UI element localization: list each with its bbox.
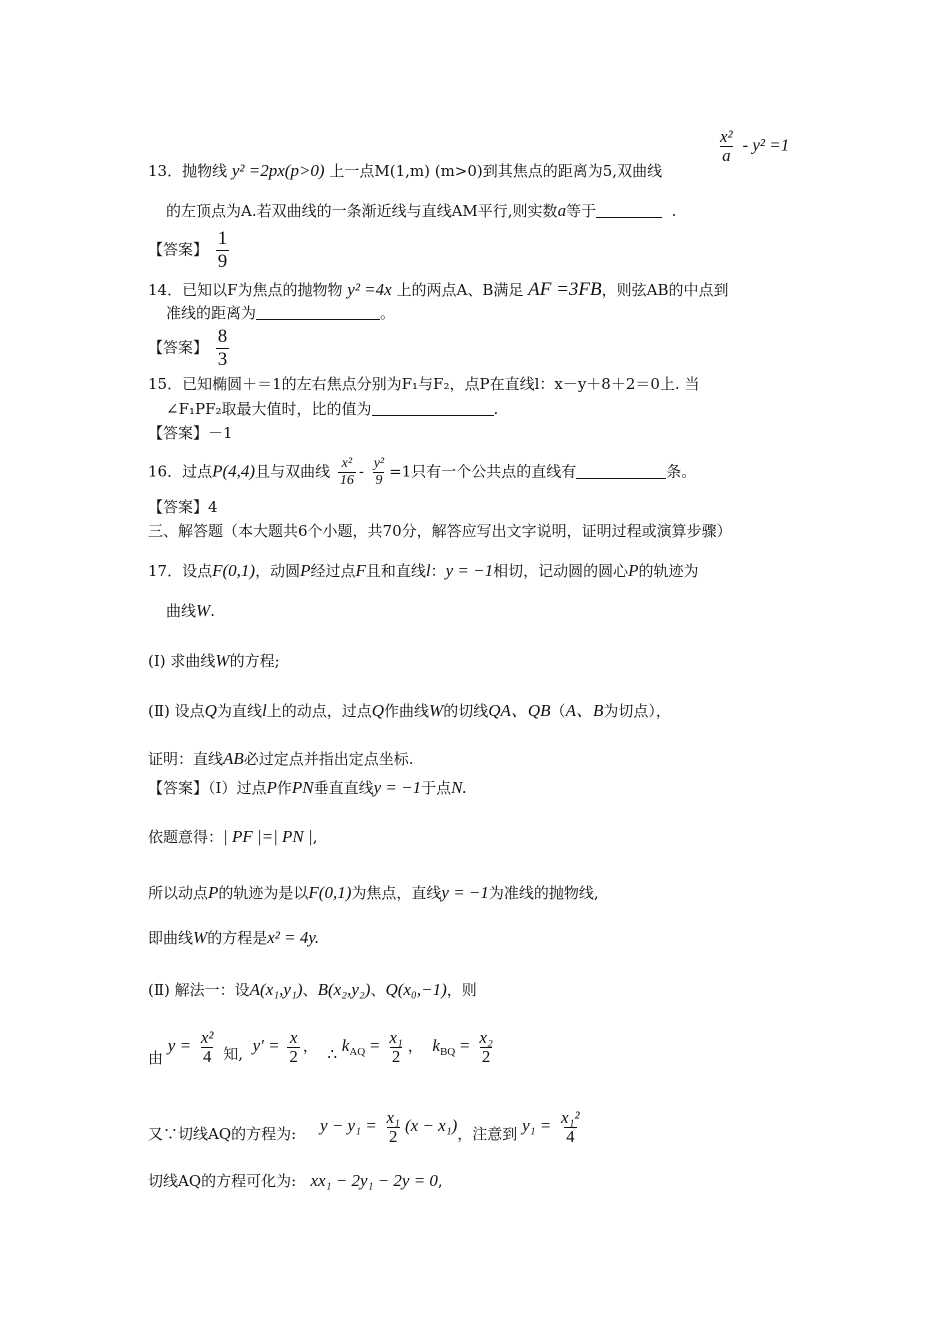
q13-answer-blank <box>596 203 662 218</box>
q13-hyperbola: $\frac{\text{x²}}{a}$ - y² =1 <box>720 127 790 165</box>
q17-part1: (Ⅰ) 求曲线W的方程; <box>148 651 280 670</box>
q17-step1: 依题意得：| PF |=| PN |, <box>148 827 318 846</box>
q17-part2: (Ⅱ) 设点Q为直线l上的动点，过点Q作曲线W的切线QA、QB（A、B为切点）， <box>148 701 671 720</box>
q13-line1: 13．抛物线 y² =2px(p>0) 上一点M(1,m) (m>0)到其焦点的距离为5,双曲线 <box>148 161 663 180</box>
q15-line2: ∠F₁PF₂取最大值时，比的值为 . <box>166 400 499 418</box>
q17-step4: (Ⅱ) 解法一：设A(x₁,y₁)、B(x₂,y₂)、Q(x₀,−1)，则 <box>148 980 477 999</box>
q17-part2-line2: 证明：直线AB必过定点并指出定点坐标. <box>148 749 414 768</box>
q14-answer-blank <box>256 305 380 320</box>
q17-frac-tangent: $\frac{\text{x₁}}{2}$ <box>386 1107 400 1146</box>
q16-frac-x: $\frac{\text{x²}}{16}$ <box>339 456 354 488</box>
q17-step6: 又∵切线AQ的方程为: y − y₁ = $\frac{\text{x₁}}{2}$ (x − x₁)，注意到 y₁ = $\frac{\text{x₁²}}{4}$ <box>148 1107 580 1146</box>
q13-line2: 的左顶点为A.若双曲线的一条渐近线与直线AM平行,则实数a等于 . <box>166 201 677 220</box>
q14-answer: 【答案】 $\frac{8}{3}$ <box>148 326 228 370</box>
q14-vector-eq: AF =3FB <box>528 279 602 300</box>
q17-step7: 切线AQ的方程可化为: xx₁ − 2y₁ − 2y = 0, <box>148 1171 443 1190</box>
q17-frac-x2-2: $\frac{\text{x₂}}{2}$ <box>479 1027 493 1066</box>
q17-line2: 曲线W. <box>166 601 215 620</box>
q14-line1: 14．已知以F为焦点的抛物物 y² =4x 上的两点A、B满足 AF =3FB，则弦AB的中点到 <box>148 279 729 300</box>
q16-line1: 16．过点P(4,4)且与双曲线 $\frac{\text{x²}}{16}$ - $\frac{\text{y²}}{9}$ =1只有一个公共点的直线有 条。 <box>148 456 697 488</box>
q13-answer: 【答案】 $\frac{1}{9}$ <box>148 228 228 272</box>
section-heading: 三、解答题（本大题共6个小题，共70分，解答应写出文字说明，证明过程或演算步骤） <box>148 522 732 540</box>
q13-answer-frac: $\frac{1}{9}$ <box>217 228 228 272</box>
q17-line1: 17．设点F(0,1)，动圆P经过点F且和直线l：y = −1相切，记动圆的圆心P的轨迹为 <box>148 561 699 580</box>
q14-answer-frac: $\frac{8}{3}$ <box>217 326 228 370</box>
q16-frac-y: $\frac{\text{y²}}{9}$ <box>373 456 385 488</box>
q14-line2: 准线的距离为 。 <box>166 304 396 322</box>
q17-frac-x1sq-4: $\frac{\text{x₁²}}{4}$ <box>561 1107 580 1146</box>
q17-step3: 即曲线W的方程是x² = 4y. <box>148 928 320 947</box>
q15-answer-blank <box>372 401 494 416</box>
q17-step5: 由 y = $\frac{\text{x²}}{4}$ 知, y′ = $\frac{x}{2}$ ， ∴ $k_{AQ}$ = $\frac{\text{x₁}}{2}$ ， $k_{BQ}$ = $\frac{\text{x₂}}{2}$ <box>148 1027 493 1067</box>
q17-frac-x2-4: $\frac{\text{x²}}{4}$ <box>200 1027 214 1066</box>
q16-answer: 【答案】4 <box>148 498 218 516</box>
q15-answer: 【答案】－1 <box>148 424 233 442</box>
q17-frac-x-2: $\frac{x}{2}$ <box>289 1027 298 1066</box>
q13-hyperbola-frac: $\frac{\text{x²}}{a}$ <box>720 127 733 165</box>
q13-parabola-eq: y² =2px(p>0) <box>231 161 325 180</box>
q17-answer-line1: 【答案】（Ⅰ）过点P作PN垂直直线y = −1于点N. <box>148 778 467 797</box>
q17-step2: 所以动点P的轨迹为是以F(0,1)为焦点，直线y = −1为准线的抛物线, <box>148 883 599 902</box>
q17-frac-x1-2: $\frac{\text{x₁}}{2}$ <box>389 1027 403 1066</box>
q15-line1: 15．已知椭圆＋＝1的左右焦点分别为F₁与F₂，点P在直线l：x－y＋8＋2＝0上. 当 <box>148 375 700 393</box>
q16-answer-blank <box>576 464 666 479</box>
